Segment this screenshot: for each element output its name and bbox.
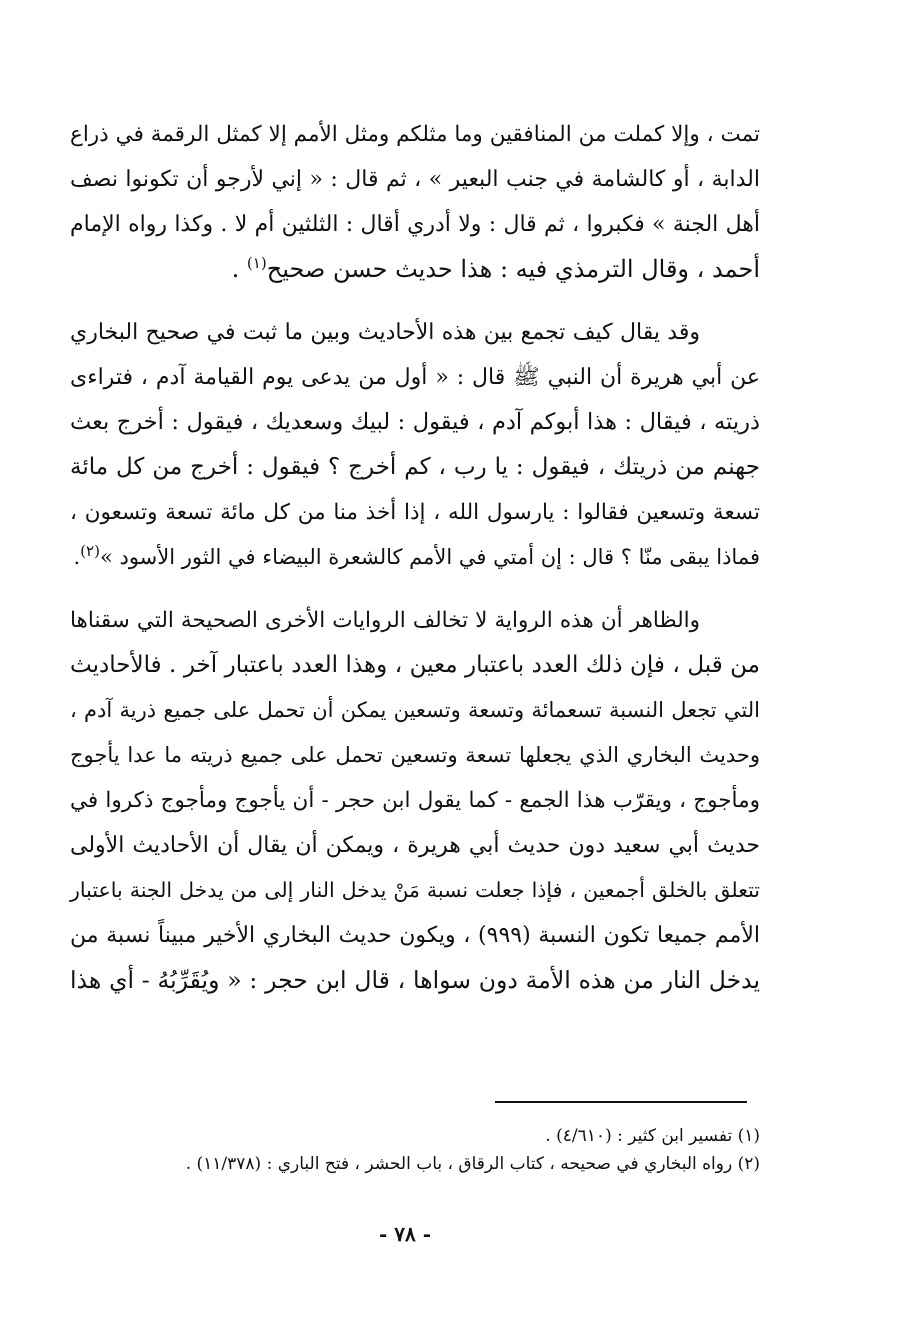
text-line: ذريته ، فيقال : هذا أبوكم آدم ، فيقول : لبيك وسعديك ، فيقول : أخرج بعث bbox=[70, 409, 760, 435]
text-line: ومأجوج ، ويقرّب هذا الجمع - كما يقول ابن حجر - أن يأجوج ومأجوج ذكروا في bbox=[70, 788, 760, 813]
text-line: تسعة وتسعين فقالوا : يارسول الله ، إذا أخذ منا من كل مائة تسعة وتسعون ، bbox=[70, 500, 760, 525]
line-tail: . bbox=[73, 545, 81, 569]
paragraph-2 bbox=[70, 310, 760, 580]
footnote-divider bbox=[495, 1101, 747, 1103]
paragraph-3 bbox=[70, 598, 760, 1003]
text-line: تمت ، وإلا كملت من المنافقين وما مثلكم ومثل الأمم إلا كمثل الرقمة في ذراع bbox=[70, 122, 760, 147]
footnotes bbox=[100, 1122, 760, 1178]
text-line: جهنم من ذريتك ، فيقول : يا رب ، كم أخرج ؟ فيقول : أخرج من كل مائة bbox=[70, 454, 760, 480]
text-line-last bbox=[70, 247, 760, 292]
text-line: من قبل ، فإن ذلك العدد باعتبار معين ، وهذا العدد باعتبار آخر . فالأحاديث bbox=[70, 652, 760, 678]
footnote-ref-2[interactable]: (٢) bbox=[80, 542, 100, 560]
footnote-1: (١) تفسير ابن كثير : (٤/٦١٠) . bbox=[545, 1126, 760, 1146]
text-line: فماذا يبقى منّا ؟ قال : إن أمتي في الأمم كالشعرة البيضاء في الثور الأسود » bbox=[99, 545, 760, 569]
page-number: - ٧٨ - bbox=[378, 1222, 431, 1246]
text-line: والظاهر أن هذه الرواية لا تخالف الروايات الأخرى الصحيحة التي سقناها bbox=[70, 608, 700, 633]
text-line: أحمد ، وقال الترمذي فيه : هذا حديث حسن صحيح bbox=[266, 255, 760, 283]
text-line: وحديث البخاري الذي يجعلها تسعة وتسعين تحمل على جميع ذريته ما عدا يأجوج bbox=[70, 743, 760, 767]
text-line: حديث أبي سعيد دون حديث أبي هريرة ، ويمكن أن يقال أن الأحاديث الأولى bbox=[70, 833, 760, 858]
main-text bbox=[70, 112, 760, 1003]
text-line: الدابة ، أو كالشامة في جنب البعير » ، ثم قال : « إني لأرجو أن تكونوا نصف bbox=[70, 167, 760, 192]
line-tail: . bbox=[231, 255, 247, 283]
footnote-ref-1[interactable]: (١) bbox=[246, 254, 267, 272]
text-line: يدخل النار من هذه الأمة دون سواها ، قال ابن حجر : « ويُقَرِّبُهُ - أي هذا bbox=[70, 966, 760, 994]
text-line-last bbox=[70, 535, 760, 580]
text-line: أهل الجنة » فكبروا ، ثم قال : ولا أدري أقال : الثلثين أم لا . وكذا رواه الإمام bbox=[70, 212, 760, 237]
text-line: وقد يقال كيف تجمع بين هذه الأحاديث وبين ما ثبت في صحيح البخاري bbox=[70, 320, 700, 345]
text-line: تتعلق بالخلق أجمعين ، فإذا جعلت نسبة مَنْ يدخل النار إلى من يدخل الجنة باعتبار bbox=[70, 878, 760, 902]
text-line: التي تجعل النسبة تسعمائة وتسعة وتسعين يمكن أن تحمل على جميع ذرية آدم ، bbox=[70, 698, 760, 722]
text-line: الأمم جميعا تكون النسبة (٩٩٩) ، ويكون حديث البخاري الأخير مبيناً نسبة من bbox=[70, 923, 760, 948]
text-line: عن أبي هريرة أن النبي ﷺ قال : « أول من يدعى يوم القيامة آدم ، فتراءى bbox=[70, 365, 760, 390]
footnote-2: (٢) رواه البخاري في صحيحه ، كتاب الرقاق ، باب الحشر ، فتح الباري : (١١/٣٧٨) . bbox=[185, 1154, 760, 1174]
paragraph-1 bbox=[70, 112, 760, 292]
